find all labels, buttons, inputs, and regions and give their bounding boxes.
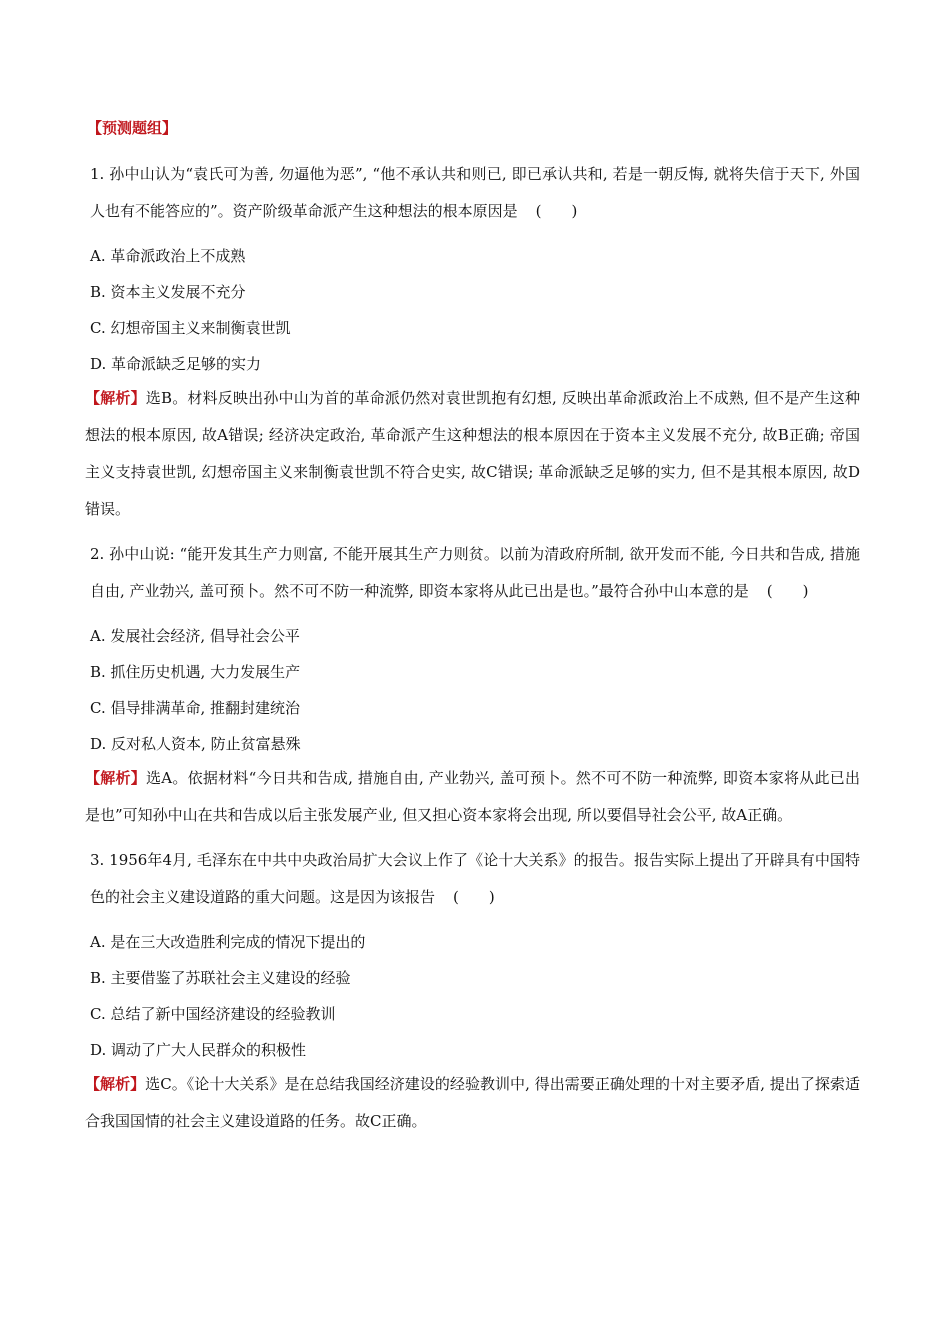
question-stem: [90, 156, 860, 230]
analysis-tag: 【解析】: [85, 1075, 146, 1093]
document-content: [85, 118, 860, 1148]
analysis-text: 选B。材料反映出孙中山为首的革命派仍然对袁世凯抱有幻想, 反映出革命派政治上不成熟, 但不是产生这种想法的根本原因, 故A错误; 经济决定政治, 革命派产生这种想法的根本原因在于资本主义发展不充分, 故B正确; 帝国主义支持袁世凯, 幻想帝国主义来制衡袁世凯不符合史实, 故C错误; 革命派缺乏足够的实力, 但不是其根本原因, 故D错误。: [85, 389, 860, 518]
question-stem: [90, 536, 860, 610]
option-d: D. 调动了广大人民群众的积极性: [90, 1041, 307, 1059]
section-title: 【预测题组】: [87, 119, 178, 137]
option-a: A. 是在三大改造胜利完成的情况下提出的: [90, 933, 366, 951]
question-stem: [90, 842, 860, 916]
question-stem-text: 2. 孙中山说: “能开发其生产力则富, 不能开展其生产力则贫。以前为清政府所制, 欲开发而不能, 今日共和告成, 措施自由, 产业勃兴, 盖可预卜。然不可不防一种流弊, 即资本家将从此已出是也。”最符合孙中山本意的是: [90, 545, 860, 600]
answer-blank: ( ): [453, 888, 495, 906]
option-d: D. 反对私人资本, 防止贫富悬殊: [90, 735, 301, 753]
option-c: C. 幻想帝国主义来制衡袁世凯: [90, 319, 291, 337]
analysis-tag: 【解析】: [85, 769, 147, 787]
option-c: C. 倡导排满革命, 推翻封建统治: [90, 699, 301, 717]
question-2: [85, 536, 860, 834]
answer-blank: ( ): [766, 582, 809, 600]
question-stem-text: 1. 孙中山认为“袁氏可为善, 勿逼他为恶”, “他不承认共和则已, 即已承认共和, 若是一朝反悔, 就将失信于天下, 外国人也有不能答应的”。资产阶级革命派产生这种想法的根本原因是: [90, 165, 860, 220]
analysis-tag: 【解析】: [85, 389, 146, 407]
option-a: A. 革命派政治上不成熟: [90, 247, 246, 265]
analysis-text: 选A。依据材料“今日共和告成, 措施自由, 产业勃兴, 盖可预卜。然不可不防一种流弊, 即资本家将从此已出是也”可知孙中山在共和告成以后主张发展产业, 但又担心资本家将会出现, 所以要倡导社会公平, 故A正确。: [85, 769, 860, 824]
question-stem-text: 3. 1956年4月, 毛泽东在中共中央政治局扩大会议上作了《论十大关系》的报告。报告实际上提出了开辟具有中国特色的社会主义建设道路的重大问题。这是因为该报告: [90, 851, 860, 906]
option-a: A. 发展社会经济, 倡导社会公平: [90, 627, 300, 645]
analysis: [85, 1066, 860, 1140]
analysis: [85, 380, 860, 528]
option-b: B. 资本主义发展不充分: [90, 283, 246, 301]
option-c: C. 总结了新中国经济建设的经验教训: [90, 1005, 336, 1023]
analysis-text: 选C。《论十大关系》是在总结我国经济建设的经验教训中, 得出需要正确处理的十对主要矛盾, 提出了探索适合我国国情的社会主义建设道路的任务。故C正确。: [85, 1075, 860, 1130]
question-3: [85, 842, 860, 1140]
analysis: [85, 760, 860, 834]
answer-blank: ( ): [535, 202, 578, 220]
question-1: [85, 156, 860, 528]
option-b: B. 主要借鉴了苏联社会主义建设的经验: [90, 969, 351, 987]
option-b: B. 抓住历史机遇, 大力发展生产: [90, 663, 301, 681]
option-d: D. 革命派缺乏足够的实力: [90, 355, 262, 373]
